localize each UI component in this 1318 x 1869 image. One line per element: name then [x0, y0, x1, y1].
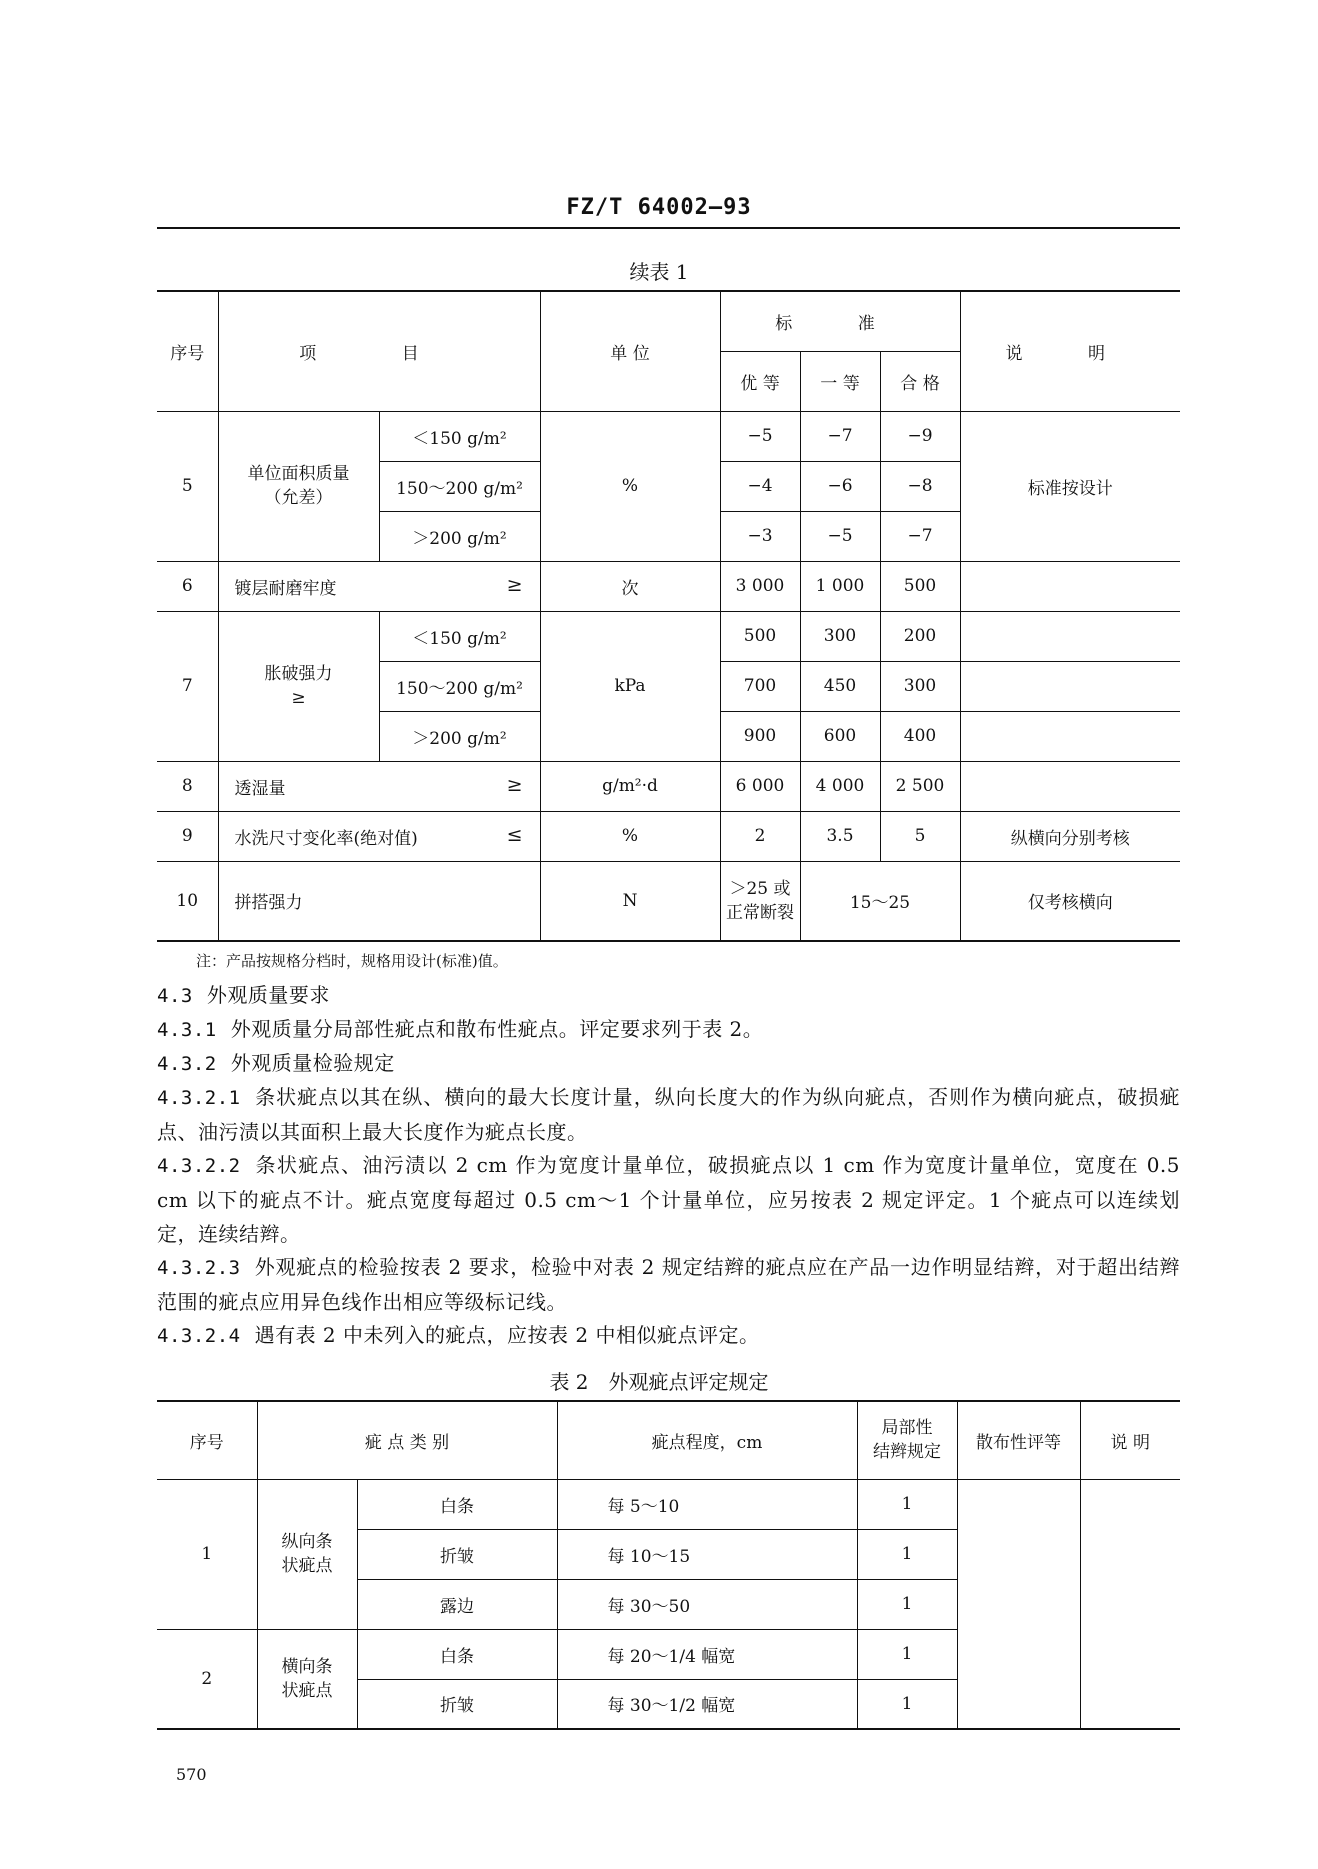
t2-defect-knot: 1: [857, 1529, 957, 1579]
section-number: 4.3.2.4: [157, 1325, 241, 1347]
t2-group1-name: [257, 1479, 357, 1629]
table2-caption: 表 2 外观疵点评定规定: [549, 1370, 769, 1394]
t2-group2-name-line2: 状疵点: [281, 1680, 333, 1701]
t1-row9-remark: 纵横向分别考核: [960, 811, 1180, 861]
t1-row10-no: 10: [157, 861, 218, 941]
t1-row6-value: 500: [880, 561, 960, 611]
t1-row6-remark: [960, 561, 1180, 611]
t1-header-remark: 说 明: [960, 291, 1180, 411]
t1-row7-value: 500: [720, 611, 800, 661]
t1-row5-value: −5: [800, 511, 880, 561]
section-4-3-2-2: [157, 1148, 1180, 1251]
t1-row10-unit: N: [540, 861, 720, 941]
t1-row7-sub: ＞200 g/m²: [379, 711, 540, 761]
section-4-3: [157, 978, 1180, 1013]
t2-defect-degree: 每 10～15: [557, 1529, 857, 1579]
t1-row7-remark: [960, 661, 1180, 711]
t1-row6-value: 1 000: [800, 561, 880, 611]
t1-row5-value: −4: [720, 461, 800, 511]
t1-header-grade-pass: 合 格: [880, 351, 960, 411]
t2-defect-degree: 每 30～50: [557, 1579, 857, 1629]
section-number: 4.3.2.3: [157, 1257, 241, 1279]
t1-row9-item: [218, 811, 540, 861]
t1-row5-value: −3: [720, 511, 800, 561]
t1-row5-sub: ＞200 g/m²: [379, 511, 540, 561]
t2-defect-knot: 1: [857, 1679, 957, 1729]
t1-row8-value: 2 500: [880, 761, 960, 811]
t2-header-remark: 说 明: [1080, 1401, 1180, 1479]
t1-row7-item: [218, 611, 379, 761]
t1-row7-no: 7: [157, 611, 218, 761]
table1-note: 注：产品按规格分档时，规格用设计(标准)值。: [196, 952, 508, 970]
section-number: 4.3: [157, 985, 193, 1007]
section-number: 4.3.2: [157, 1053, 217, 1075]
t1-row6-item-label: 镀层耐磨牢度: [234, 578, 337, 599]
t1-row10-remark: 仅考核横向: [960, 861, 1180, 941]
t2-defect-type: 白条: [357, 1479, 557, 1529]
t1-row8-item: [218, 761, 540, 811]
t1-row6-item: [218, 561, 540, 611]
table1-caption: 续表 1: [629, 260, 689, 284]
t1-row5-item: [218, 411, 379, 561]
section-number: 4.3.2.2: [157, 1155, 241, 1177]
t2-diffuse-cell: [957, 1479, 1080, 1729]
section-text: 遇有表 2 中未列入的疵点，应按表 2 中相似疵点评定。: [254, 1323, 760, 1347]
t1-row5-no: 5: [157, 411, 218, 561]
section-number: 4.3.2.1: [157, 1087, 241, 1109]
section-4-3-2: [157, 1046, 1180, 1081]
t1-row5-remark: 标准按设计: [960, 411, 1180, 561]
t1-row8-value: 6 000: [720, 761, 800, 811]
t1-row9-value: 2: [720, 811, 800, 861]
t2-defect-degree: 每 30～1/2 幅宽: [557, 1679, 857, 1729]
t1-row8-remark: [960, 761, 1180, 811]
t2-defect-degree: 每 5～10: [557, 1479, 857, 1529]
t2-header-diffuse: 散布性评等: [957, 1401, 1080, 1479]
t2-defect-knot: 1: [857, 1479, 957, 1529]
t1-header-grade-premium: 优 等: [720, 351, 800, 411]
t1-row5-item-line2: （允差）: [264, 488, 333, 508]
t2-defect-knot: 1: [857, 1629, 957, 1679]
t1-row5-value: −5: [720, 411, 800, 461]
standard-code: FZ/T 64002—93: [566, 195, 752, 220]
t1-row5-value: −7: [800, 411, 880, 461]
t1-row8-value: 4 000: [800, 761, 880, 811]
t1-row6-no: 6: [157, 561, 218, 611]
t2-header-local-line2: 结辫规定: [873, 1442, 941, 1463]
t1-row10-premium: [720, 861, 800, 941]
t1-row7-value: 700: [720, 661, 800, 711]
section-4-3-2-3: [157, 1250, 1180, 1319]
table2: [157, 1400, 1180, 1730]
t2-defect-degree: 每 20～1/4 幅宽: [557, 1629, 857, 1679]
t1-row8-unit: g/m²·d: [540, 761, 720, 811]
page-number: 570: [176, 1765, 207, 1784]
t1-row7-value: 300: [880, 661, 960, 711]
t1-row5-value: −6: [800, 461, 880, 511]
section-text: 外观质量检验规定: [230, 1051, 395, 1075]
t1-row9-value: 5: [880, 811, 960, 861]
t1-row7-value: 450: [800, 661, 880, 711]
section-4-3-2-1: [157, 1080, 1180, 1149]
t2-remark-cell: [1080, 1479, 1180, 1729]
t1-row5-sub: 150～200 g/m²: [379, 461, 540, 511]
t2-header-no: 序号: [157, 1401, 257, 1479]
t1-row7-unit: kPa: [540, 611, 720, 761]
section-text: 外观质量要求: [206, 983, 330, 1007]
t1-row7-value: 900: [720, 711, 800, 761]
section-text: 条状疵点、油污渍以 2 cm 作为宽度计量单位，破损疵点以 1 cm 作为宽度计量单位，宽度在 0.5 cm 以下的疵点不计。疵点宽度每超过 0.5 cm～1 个计量单位，应另按表 2 规定评定。1 个疵点可以连续划定，连续结辫。: [157, 1153, 1180, 1246]
t1-row7-item-line1: 胀破强力: [264, 664, 333, 684]
t1-row7-remark: [960, 711, 1180, 761]
t2-group1-no: 1: [157, 1479, 257, 1629]
t1-row7-value: 200: [880, 611, 960, 661]
t1-row9-value: 3.5: [800, 811, 880, 861]
t1-row10-item: 拼搭强力: [218, 861, 540, 941]
t1-row5-value: −9: [880, 411, 960, 461]
table1: [157, 290, 1180, 942]
t1-header-item: 项 目: [218, 291, 540, 411]
t2-defect-knot: 1: [857, 1579, 957, 1629]
section-text: 条状疵点以其在纵、横向的最大长度计量，纵向长度大的作为纵向疵点，否则作为横向疵点，破损疵点、油污渍以其面积上最大长度作为疵点长度。: [157, 1085, 1180, 1144]
t1-row8-op: ≥: [506, 773, 523, 796]
t2-header-local: [857, 1401, 957, 1479]
t1-row9-item-label: 水洗尺寸变化率(绝对值): [234, 828, 418, 849]
t1-row9-op: ≤: [506, 823, 523, 846]
t1-row9-unit: %: [540, 811, 720, 861]
t1-row7-sub: ＜150 g/m²: [379, 611, 540, 661]
t2-group2-no: 2: [157, 1629, 257, 1729]
t1-row7-remark: [960, 611, 1180, 661]
t1-row7-value: 400: [880, 711, 960, 761]
t2-header-local-line1: 局部性: [881, 1418, 933, 1439]
t1-row5-unit: %: [540, 411, 720, 561]
t1-row7-value: 600: [800, 711, 880, 761]
t1-row7-sub: 150～200 g/m²: [379, 661, 540, 711]
t2-group1-name-line2: 状疵点: [281, 1556, 333, 1576]
t2-defect-type: 露边: [357, 1579, 557, 1629]
t1-header-no: 序号: [157, 291, 218, 411]
section-text: 外观质量分局部性疵点和散布性疵点。评定要求列于表 2。: [230, 1017, 764, 1041]
t1-row8-item-label: 透湿量: [234, 778, 286, 799]
t1-header-standard: 标 准: [720, 291, 960, 351]
section-4-3-1: [157, 1012, 1180, 1047]
t1-row7-value: 300: [800, 611, 880, 661]
t2-group1-name-line1: 纵向条: [281, 1532, 333, 1552]
t2-defect-type: 折皱: [357, 1679, 557, 1729]
t2-defect-type: 白条: [357, 1629, 557, 1679]
t1-row10-premium-line2: 正常断裂: [726, 902, 794, 923]
t2-group2-name-line1: 横向条: [281, 1656, 333, 1677]
t1-row6-op: ≥: [506, 573, 523, 596]
t2-header-category: 疵 点 类 别: [257, 1401, 557, 1479]
header-rule: [157, 227, 1180, 229]
t2-header-degree: 疵点程度，cm: [557, 1401, 857, 1479]
t1-row7-item-line2: ≥: [291, 688, 306, 708]
section-number: 4.3.1: [157, 1019, 217, 1041]
t1-row10-merged: 15～25: [800, 861, 960, 941]
t1-row5-value: −8: [880, 461, 960, 511]
t1-row6-value: 3 000: [720, 561, 800, 611]
t1-row5-item-line1: 单位面积质量: [247, 464, 350, 484]
t1-row8-no: 8: [157, 761, 218, 811]
t1-header-grade-first: 一 等: [800, 351, 880, 411]
t1-row6-unit: 次: [540, 561, 720, 611]
t1-row9-no: 9: [157, 811, 218, 861]
t1-header-unit: 单 位: [540, 291, 720, 411]
t2-defect-type: 折皱: [357, 1529, 557, 1579]
t2-group2-name: [257, 1629, 357, 1729]
section-4-3-2-4: [157, 1318, 1180, 1353]
t1-row5-sub: ＜150 g/m²: [379, 411, 540, 461]
t1-row5-value: −7: [880, 511, 960, 561]
t1-row10-premium-line1: ＞25 或: [729, 878, 791, 899]
section-text: 外观疵点的检验按表 2 要求，检验中对表 2 规定结辫的疵点应在产品一边作明显结辫，对于超出结辫范围的疵点应用异色线作出相应等级标记线。: [157, 1255, 1180, 1314]
